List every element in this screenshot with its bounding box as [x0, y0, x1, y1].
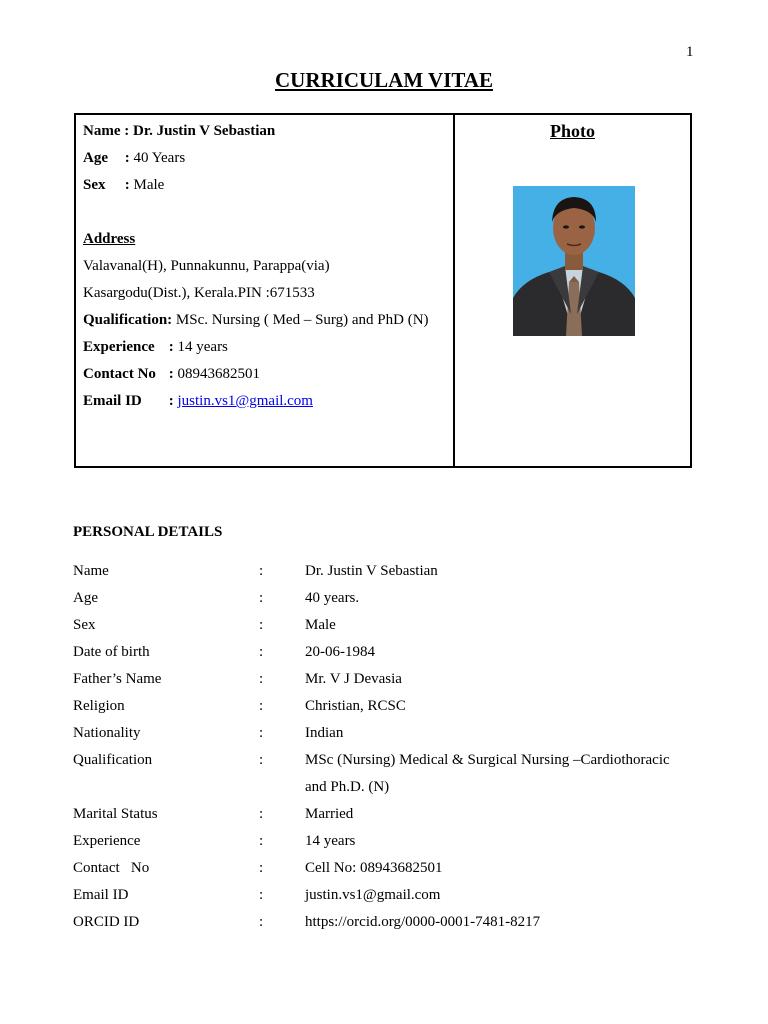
personal-details-heading: PERSONAL DETAILS: [73, 524, 223, 540]
detail-value-line: MSc (Nursing) Medical & Surgical Nursing –Cardiothoracic: [305, 752, 670, 768]
experience-label: Experience: [83, 339, 155, 355]
detail-label: Sex: [73, 617, 96, 633]
detail-row-contact-no: [73, 855, 693, 882]
detail-colon: :: [259, 806, 264, 822]
detail-colon: :: [259, 914, 264, 930]
contact-value: 08943682501: [177, 366, 260, 382]
header-photo-cell: [455, 115, 690, 466]
detail-label: Nationality: [73, 725, 141, 741]
detail-label: Experience: [73, 833, 141, 849]
email-separator: :: [165, 393, 178, 409]
detail-value: justin.vs1@gmail.com: [305, 887, 441, 903]
person-portrait-icon: [513, 186, 635, 336]
detail-colon: :: [259, 887, 264, 903]
qualification-label: Qualification:: [83, 312, 176, 328]
header-info-cell: [76, 115, 455, 466]
detail-value: Dr. Justin V Sebastian: [305, 563, 438, 579]
detail-label: Religion: [73, 698, 125, 714]
detail-colon: :: [259, 563, 264, 579]
detail-row-email-id: [73, 882, 693, 909]
detail-label: ORCID ID: [73, 914, 140, 930]
name-label: Name :: [83, 123, 133, 139]
detail-value: Indian: [305, 725, 344, 741]
detail-colon: :: [259, 833, 264, 849]
detail-colon: :: [259, 725, 264, 741]
sex-value: Male: [133, 177, 165, 193]
detail-label: Age: [73, 590, 98, 606]
detail-row-religion: [73, 693, 693, 720]
detail-colon: :: [259, 752, 264, 768]
detail-row-marital-status: [73, 801, 693, 828]
detail-row-sex: [73, 612, 693, 639]
detail-value: [305, 747, 693, 801]
age-label: Age: [83, 150, 108, 166]
detail-row-age: [73, 585, 693, 612]
detail-value-line: and Ph.D. (N): [305, 779, 390, 795]
header-sex-row: [83, 175, 453, 202]
detail-row-fathers-name: [73, 666, 693, 693]
detail-colon: :: [259, 590, 264, 606]
header-qualification-row: [83, 310, 453, 337]
sex-separator: :: [121, 177, 134, 193]
detail-label: Name: [73, 563, 109, 579]
address-line-1: Valavanal(H), Punnakunnu, Parappa(via): [83, 258, 330, 274]
photo-heading: Photo: [550, 121, 595, 141]
detail-label: Marital Status: [73, 806, 158, 822]
detail-label: Contact No: [73, 860, 150, 876]
email-label: Email ID: [83, 393, 142, 409]
header-contact-row: [83, 364, 453, 391]
personal-details-table: [73, 558, 693, 936]
detail-row-date-of-birth: [73, 639, 693, 666]
address-line-2: Kasargodu(Dist.), Kerala.PIN :671533: [83, 285, 315, 301]
profile-photo: [513, 186, 635, 336]
detail-value: Male: [305, 617, 336, 633]
age-value: 40 Years: [133, 150, 186, 166]
experience-separator: :: [165, 339, 178, 355]
detail-value: Cell No: 08943682501: [305, 860, 443, 876]
detail-value: 20-06-1984: [305, 644, 375, 660]
detail-colon: :: [259, 860, 264, 876]
header-email-row: [83, 391, 453, 418]
contact-separator: :: [165, 366, 178, 382]
detail-value: 40 years.: [305, 590, 360, 606]
header-box: [74, 113, 692, 468]
detail-colon: :: [259, 671, 264, 687]
contact-label: Contact No: [83, 366, 156, 382]
detail-row-qualification: [73, 747, 693, 801]
page-number: 1: [686, 44, 694, 60]
detail-value: 14 years: [305, 833, 356, 849]
header-experience-row: [83, 337, 453, 364]
detail-label: Email ID: [73, 887, 129, 903]
header-name-row: [83, 121, 453, 148]
detail-row-name: [73, 558, 693, 585]
address-heading: Address: [83, 231, 136, 247]
age-separator: :: [121, 150, 134, 166]
sex-label: Sex: [83, 177, 106, 193]
detail-label: Date of birth: [73, 644, 150, 660]
detail-colon: :: [259, 644, 264, 660]
detail-row-experience: [73, 828, 693, 855]
detail-label: Qualification: [73, 752, 153, 768]
address-heading-row: [83, 229, 453, 256]
detail-row-orcid-id: [73, 909, 693, 936]
qualification-value: MSc. Nursing ( Med – Surg) and PhD (N): [175, 312, 429, 328]
detail-label: Father’s Name: [73, 671, 162, 687]
experience-value: 14 years: [177, 339, 228, 355]
detail-colon: :: [259, 698, 264, 714]
detail-value: https://orcid.org/0000-0001-7481-8217: [305, 914, 541, 930]
detail-row-nationality: [73, 720, 693, 747]
document-title: CURRICULAM VITAE: [275, 68, 493, 92]
header-age-row: [83, 148, 453, 175]
email-link[interactable]: justin.vs1@gmail.com: [177, 393, 313, 409]
detail-colon: :: [259, 617, 264, 633]
detail-value: Mr. V J Devasia: [305, 671, 402, 687]
detail-value: Married: [305, 806, 354, 822]
detail-value: Christian, RCSC: [305, 698, 406, 714]
name-value: Dr. Justin V Sebastian: [132, 123, 276, 139]
